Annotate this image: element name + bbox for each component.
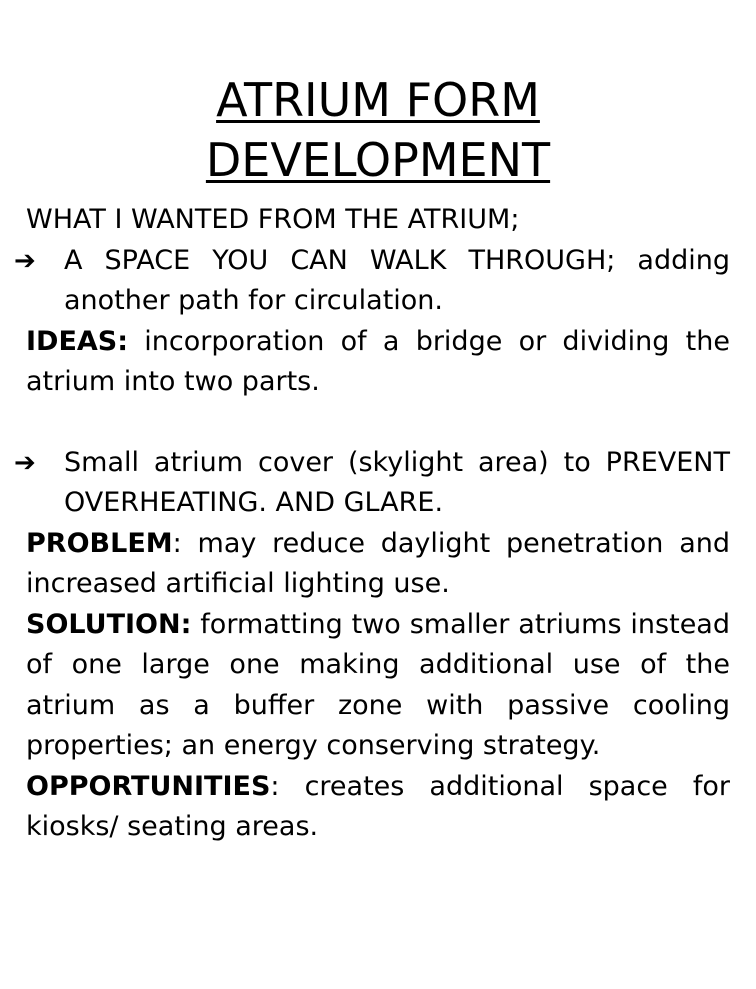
arrow-right-icon: ➔ [14, 245, 36, 276]
solution-label: SOLUTION: [26, 608, 192, 640]
problem-paragraph [26, 524, 730, 605]
bullet-text: A SPACE YOU CAN WALK THROUGH; adding another path for circulation. [64, 244, 730, 316]
title-line-1: ATRIUM FORM [216, 73, 540, 127]
body-text [14, 200, 730, 848]
bullet-small-cover [14, 443, 730, 524]
solution-paragraph [26, 605, 730, 767]
arrow-right-icon: ➔ [14, 447, 36, 478]
ideas-paragraph [26, 322, 730, 403]
ideas-text: incorporation of a bridge or dividing the atrium into two parts. [26, 325, 730, 397]
solution-text: formatting two smaller atriums instead of one large one making additional use of the atrium as a buffer zone with passive cooling properties; an energy conserving strategy. [26, 608, 730, 761]
intro-line: WHAT I WANTED FROM THE ATRIUM; [26, 204, 520, 235]
title-line-2: DEVELOPMENT [205, 133, 551, 187]
bullet-text: Small atrium cover (skylight area) to PREVENT OVERHEATING. AND GLARE. [64, 446, 730, 518]
spacer [26, 403, 730, 443]
problem-label: PROBLEM [26, 527, 173, 559]
problem-text: : may reduce daylight penetration and increased artificial lighting use. [26, 527, 730, 599]
opportunities-text: : creates additional space for kiosks/ seating areas. [26, 770, 730, 842]
opportunities-label: OPPORTUNITIES [26, 770, 271, 802]
ideas-label: IDEAS: [26, 325, 129, 357]
bullet-walk-through [14, 241, 730, 322]
opportunities-paragraph [26, 767, 730, 848]
page-title [0, 70, 756, 190]
